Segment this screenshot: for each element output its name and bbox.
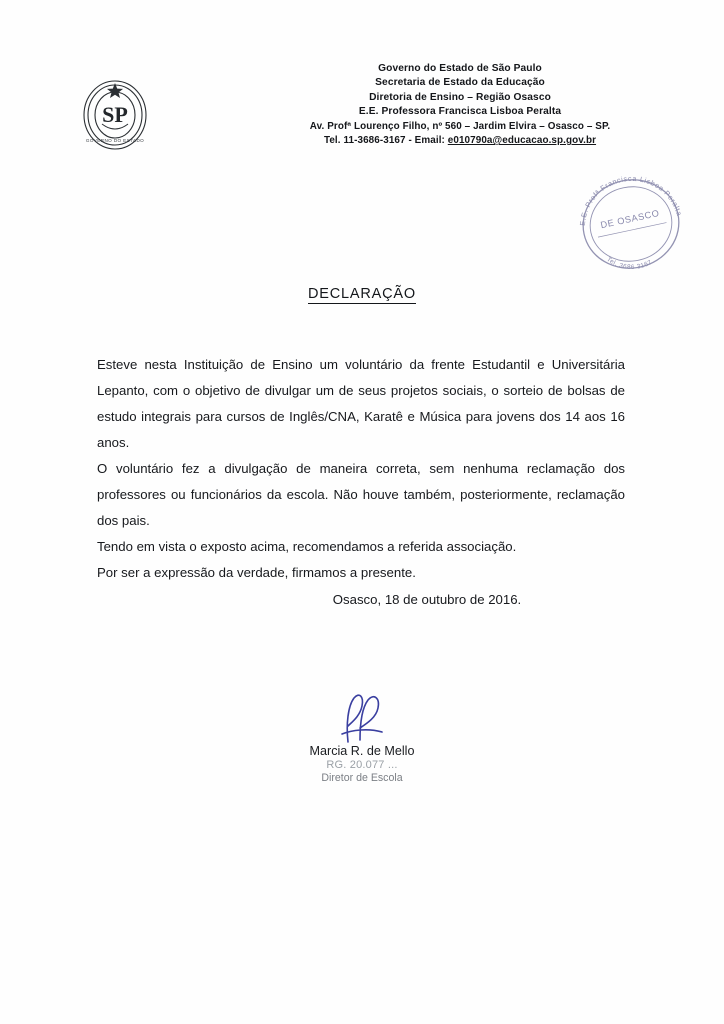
svg-text:SP: SP [102, 102, 128, 127]
paragraph-4: Por ser a expressão da verdade, firmamos a presente. [97, 565, 416, 580]
header-email-link[interactable]: e010790a@educacao.sp.gov.br [447, 135, 597, 146]
header-phone: Tel. 11-3686-3167 - Email: [323, 135, 445, 146]
header-institution-block [250, 62, 670, 148]
document-body [97, 352, 625, 586]
place-and-date: Osasco, 18 de outubro de 2016. [332, 592, 522, 607]
svg-text:GOVERNO DO ESTADO: GOVERNO DO ESTADO [85, 138, 145, 143]
paragraph-3: Tendo em vista o exposto acima, recomendamos a referida associação. [97, 539, 517, 554]
svg-text:DE OSASCO: DE OSASCO [599, 207, 661, 231]
header-line-3: Diretoria de Ensino – Região Osasco [369, 91, 551, 103]
header-address: Av. Profª Lourenço Filho, nº 560 – Jardim Elvira – Osasco – SP. [309, 120, 611, 132]
signature-block [0, 690, 724, 784]
page-title [0, 286, 724, 302]
official-round-stamp-icon [566, 168, 696, 280]
signature-name: Marcia R. de Mello [309, 744, 415, 758]
paragraph-2: O voluntário fez a divulgação de maneira correta, sem nenhuma reclamação dos professores ou funcionários da escola. Não houve também, posteriormente, reclamação dos pais. [97, 461, 625, 528]
page-title-text: DECLARAÇÃO [308, 286, 416, 302]
signature-rg: RG. 20.077 ... [326, 759, 398, 771]
svg-text:E.E. Profª Francisca Lisboa Pe: E.E. Profª Francisca Lisboa Peralta [577, 173, 685, 227]
header-line-2: Secretaria de Estado da Educação [375, 77, 545, 89]
signature-role: Diretor de Escola [321, 772, 403, 784]
header-line-1: Governo do Estado de São Paulo [378, 63, 542, 74]
document-header [0, 62, 724, 172]
header-contact [250, 134, 670, 148]
sao-paulo-state-crest-icon [78, 76, 152, 154]
header-line-4: E.E. Professora Francisca Lisboa Peralta [358, 106, 562, 118]
paragraph-1: Esteve nesta Instituição de Ensino um voluntário da frente Estudantil e Universitária Lepanto, com o objetivo de divulgar um de seus projetos sociais, o sorteio de bolsas de estudo integrais para cursos de Inglês/CNA, Karatê e Música para jovens dos 14 aos 16 anos. [97, 357, 625, 450]
svg-text:Tel. 3686 3167: Tel. 3686 3167 [605, 256, 654, 271]
handwritten-signature-icon [302, 690, 422, 750]
